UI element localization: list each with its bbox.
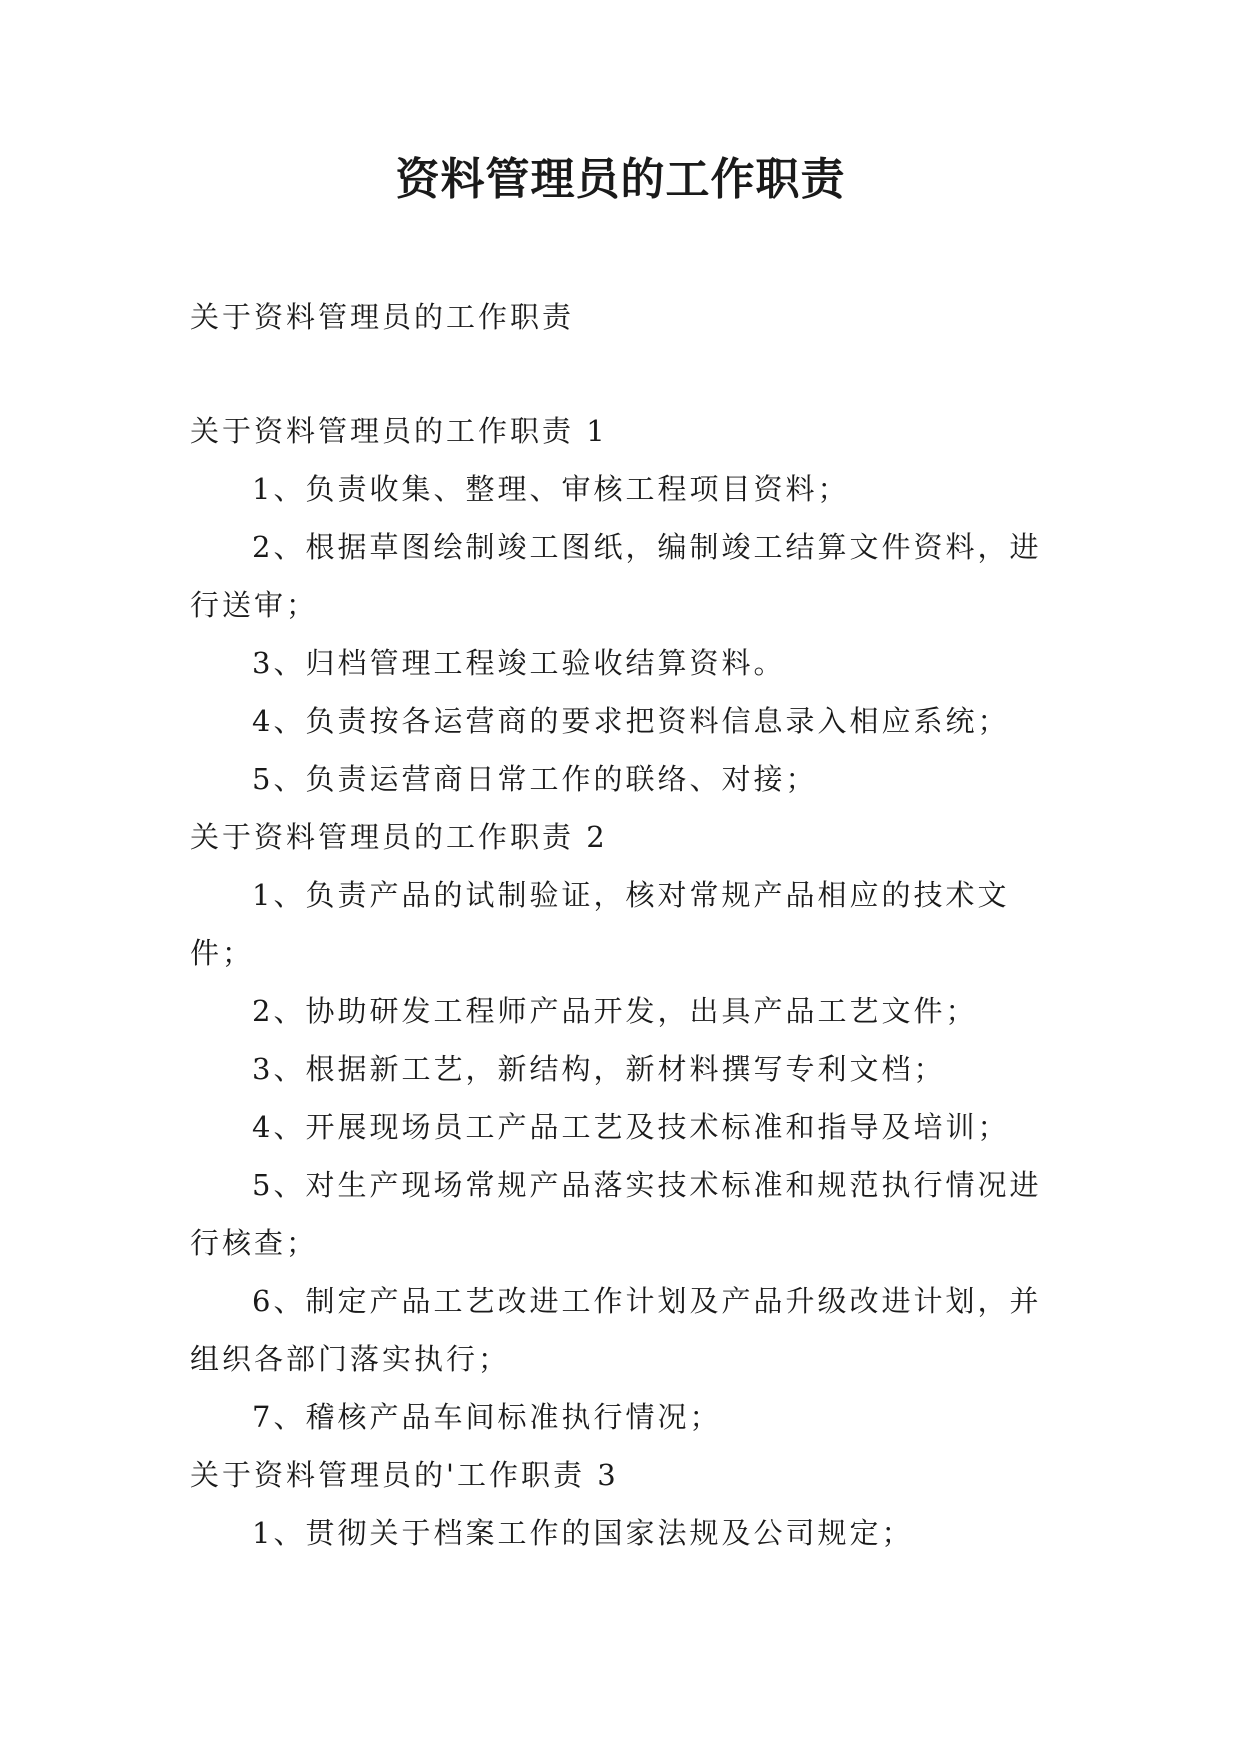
list-item: 3、根据新工艺，新结构，新材料撰写专利文档； xyxy=(252,1052,946,1086)
list-item: 6、制定产品工艺改进工作计划及产品升级改进计划，并组织各部门落实执行； xyxy=(190,1284,1042,1376)
list-item: 1、负责收集、整理、审核工程项目资料； xyxy=(252,472,850,506)
list-item: 4、开展现场员工产品工艺及技术标准和指导及培训； xyxy=(252,1110,1010,1144)
list-item: 2、协助研发工程师产品开发，出具产品工艺文件； xyxy=(252,994,978,1028)
list-item: 4、负责按各运营商的要求把资料信息录入相应系统； xyxy=(252,704,1010,738)
list-item: 5、负责运营商日常工作的联络、对接； xyxy=(252,762,818,796)
document-title: 资料管理员的工作职责 xyxy=(395,154,846,205)
list-item: 5、对生产现场常规产品落实技术标准和规范执行情况进行核查； xyxy=(190,1168,1042,1260)
section-1 xyxy=(190,402,1050,808)
section-2 xyxy=(190,808,1050,1446)
list-item: 3、归档管理工程竣工验收结算资料。 xyxy=(252,646,786,680)
list-item: 1、负责产品的试制验证，核对常规产品相应的技术文件； xyxy=(190,878,1010,970)
list-item: 7、稽核产品车间标准执行情况； xyxy=(252,1400,722,1434)
section-heading: 关于资料管理员的工作职责 1 xyxy=(190,414,608,448)
section-heading: 关于资料管理员的工作职责 2 xyxy=(190,820,608,854)
section-heading: 关于资料管理员的'工作职责 3 xyxy=(190,1458,619,1492)
list-item: 1、贯彻关于档案工作的国家法规及公司规定； xyxy=(252,1516,914,1550)
document-body xyxy=(190,288,1050,1562)
section-3 xyxy=(190,1446,1050,1562)
list-item: 2、根据草图绘制竣工图纸，编制竣工结算文件资料，进行送审； xyxy=(190,530,1042,622)
intro-line: 关于资料管理员的工作职责 xyxy=(190,300,575,334)
